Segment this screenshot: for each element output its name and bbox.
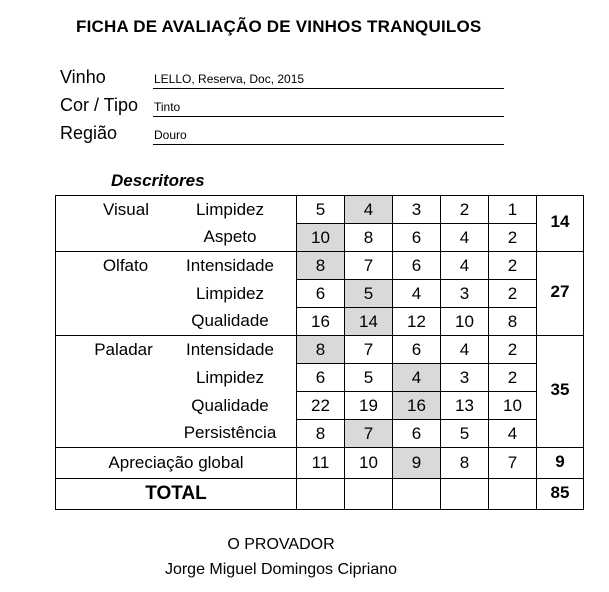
field-value-regiao: Douro <box>153 127 504 145</box>
attr-label: Qualidade <box>191 395 269 415</box>
taster-role: O PROVADOR <box>227 536 335 553</box>
score-cell: 4 <box>441 224 489 252</box>
table-row <box>56 196 584 224</box>
score-cell: 16 <box>393 392 441 420</box>
blank-cell <box>56 308 175 336</box>
blank-cell <box>56 392 175 420</box>
score-cell: 4 <box>489 420 537 448</box>
group-total-visual: 14 <box>537 196 584 252</box>
field-label-regiao: Região <box>60 123 118 143</box>
group-label-visual: Visual <box>56 196 175 224</box>
score-cell: 6 <box>393 224 441 252</box>
attr-label: Intensidade <box>174 252 297 280</box>
score-cell: 7 <box>345 336 393 364</box>
score-cell: 13 <box>441 392 489 420</box>
table-row <box>56 252 584 280</box>
attr-label: Aspeto <box>203 227 257 247</box>
score-cell: 2 <box>489 280 537 308</box>
empty-cell <box>489 479 537 510</box>
descritores-heading: Descritores <box>111 171 205 190</box>
grand-total: 85 <box>537 479 584 510</box>
taster-name: Jorge Miguel Domingos Cipriano <box>164 561 398 578</box>
score-cell: 14 <box>345 308 393 336</box>
table-row <box>56 308 584 336</box>
score-cell: 10 <box>297 224 345 252</box>
score-cell: 8 <box>297 252 345 280</box>
score-cell: 7 <box>345 420 393 448</box>
field-label-cor-tipo: Cor / Tipo <box>60 95 139 115</box>
apreciacao-label: Apreciação global <box>56 448 297 479</box>
score-cell: 4 <box>393 364 441 392</box>
table-row <box>56 448 584 479</box>
score-cell: 8 <box>297 336 345 364</box>
group-label-paladar: Paladar <box>56 336 175 364</box>
table-row <box>56 392 584 420</box>
score-cell: 2 <box>489 336 537 364</box>
score-cell: 10 <box>345 448 393 479</box>
score-cell: 5 <box>345 364 393 392</box>
group-total-paladar: 35 <box>537 336 584 448</box>
score-cell: 8 <box>345 224 393 252</box>
score-cell: 5 <box>441 420 489 448</box>
score-cell: 2 <box>489 364 537 392</box>
score-cell: 5 <box>297 196 345 224</box>
score-cell: 3 <box>441 280 489 308</box>
sheet-title: FICHA DE AVALIAÇÃO DE VINHOS TRANQUILOS <box>76 17 482 36</box>
score-cell: 12 <box>393 308 441 336</box>
score-cell: 16 <box>297 308 345 336</box>
score-cell: 7 <box>489 448 537 479</box>
table-row <box>56 420 584 448</box>
score-cell: 10 <box>441 308 489 336</box>
score-cell: 2 <box>489 224 537 252</box>
blank-cell <box>56 364 175 392</box>
blank-cell <box>56 420 175 448</box>
score-cell: 4 <box>441 336 489 364</box>
score-cell: 19 <box>345 392 393 420</box>
table-row <box>56 479 584 510</box>
score-cell: 8 <box>297 420 345 448</box>
score-cell: 4 <box>441 252 489 280</box>
attr-label: Qualidade <box>191 311 269 331</box>
score-cell: 10 <box>489 392 537 420</box>
score-cell: 6 <box>297 364 345 392</box>
score-cell: 1 <box>489 196 537 224</box>
attr-label: Limpidez <box>174 196 297 224</box>
score-cell: 9 <box>393 448 441 479</box>
score-cell: 5 <box>345 280 393 308</box>
score-cell: 11 <box>297 448 345 479</box>
apreciacao-total: 9 <box>537 448 584 479</box>
evaluation-table <box>55 195 584 510</box>
score-cell: 2 <box>441 196 489 224</box>
table-row <box>56 336 584 364</box>
score-cell: 4 <box>393 280 441 308</box>
score-cell: 6 <box>297 280 345 308</box>
field-label-vinho: Vinho <box>60 67 106 87</box>
score-cell: 6 <box>393 252 441 280</box>
table-row <box>56 224 584 252</box>
table-row <box>56 364 584 392</box>
attr-label: Intensidade <box>174 336 297 364</box>
attr-label: Limpidez <box>195 283 265 303</box>
table-row <box>56 280 584 308</box>
blank-cell <box>56 280 175 308</box>
empty-cell <box>345 479 393 510</box>
field-value-vinho: LELLO, Reserva, Doc, 2015 <box>153 71 504 89</box>
group-total-olfato: 27 <box>537 252 584 336</box>
score-cell: 7 <box>345 252 393 280</box>
group-label-olfato: Olfato <box>56 252 175 280</box>
blank-cell <box>56 224 175 252</box>
empty-cell <box>297 479 345 510</box>
attr-label: Limpidez <box>195 367 265 387</box>
field-value-cor-tipo: Tinto <box>153 99 504 117</box>
score-cell: 22 <box>297 392 345 420</box>
attr-label: Persistência <box>183 423 277 443</box>
score-cell: 8 <box>489 308 537 336</box>
empty-cell <box>441 479 489 510</box>
total-label: TOTAL <box>56 479 297 510</box>
score-cell: 6 <box>393 420 441 448</box>
score-cell: 3 <box>393 196 441 224</box>
empty-cell <box>393 479 441 510</box>
score-cell: 8 <box>441 448 489 479</box>
score-cell: 4 <box>345 196 393 224</box>
score-cell: 6 <box>393 336 441 364</box>
score-cell: 2 <box>489 252 537 280</box>
score-cell: 3 <box>441 364 489 392</box>
